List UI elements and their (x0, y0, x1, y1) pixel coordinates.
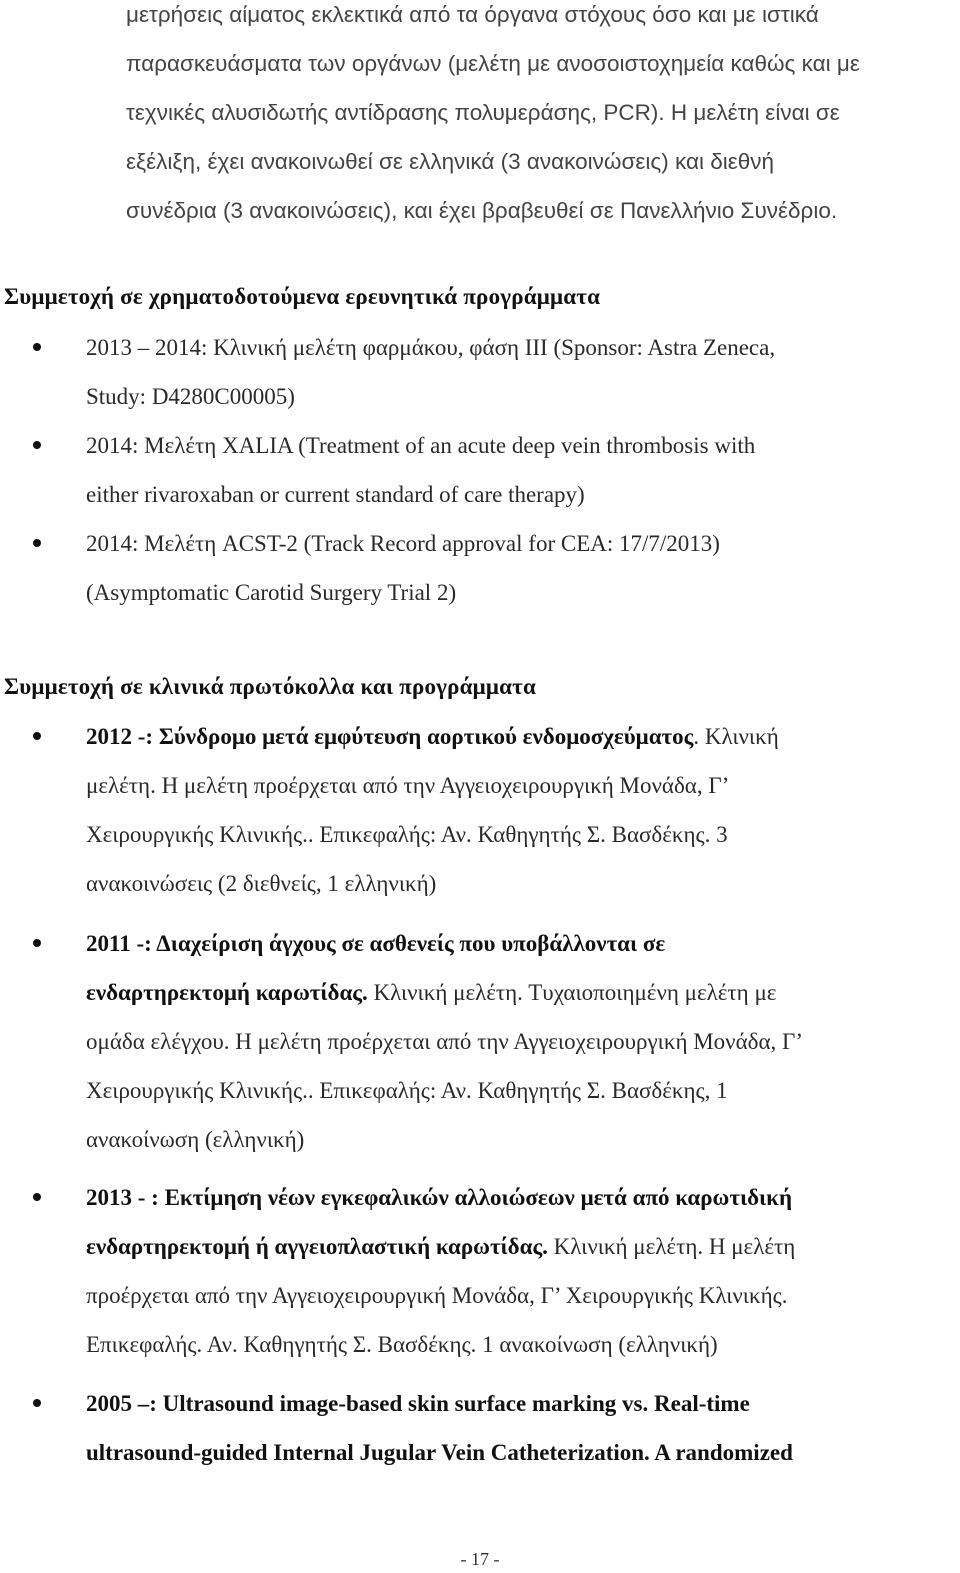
text-line: τεχνικές αλυσιδωτής αντίδρασης πολυμεράσης, PCR). Η μελέτη είναι σε (126, 100, 840, 125)
bullet-icon (33, 939, 41, 947)
text-line: either rivaroxaban or current standard of care therapy) (86, 482, 585, 507)
bullet-icon (33, 1399, 41, 1407)
bullet-icon (33, 441, 41, 449)
text-line: Χειρουργικής Κλινικής.. Επικεφαλής: Αν. Καθηγητής Σ. Βασδέκης, 1 (86, 1078, 728, 1103)
text-line (86, 978, 946, 1027)
item-title: 2012 -: Σύνδρομο μετά εμφύτευση αορτικού ενδομοσχεύματος (86, 724, 694, 749)
list-item (86, 431, 946, 529)
text-line: εξέλιξη, έχει ανακοινωθεί σε ελληνικά (3 ανακοινώσεις) και διεθνή (126, 149, 775, 174)
item-text: Κλινική μελέτη. Τυχαιοποιημένη μελέτη με (367, 980, 777, 1005)
text-line: Επικεφαλής. Αν. Καθηγητής Σ. Βασδέκης. 1 ανακοίνωση (ελληνική) (86, 1332, 718, 1357)
section-heading: Συμμετοχή σε κλινικά πρωτόκολλα και προγράμματα (4, 674, 537, 699)
list-item (86, 529, 946, 627)
text-line: 2014: Μελέτη XALIA (Treatment of an acute deep vein thrombosis with (86, 433, 756, 458)
bullet-icon (33, 1193, 41, 1201)
text-line (86, 1438, 946, 1487)
text-line: 2013 – 2014: Κλινική μελέτη φαρμάκου, φάση III (Sponsor: Astra Zeneca, (86, 335, 776, 360)
list-item (86, 929, 946, 1174)
list-item (86, 722, 946, 918)
item-title: 2011 -: Διαχείριση άγχους σε ασθενείς που υποβάλλονται σε (86, 931, 666, 956)
bullet-icon (33, 732, 41, 740)
text-line: συνέδρια (3 ανακοινώσεις), και έχει βραβευθεί σε Πανελλήνιο Συνέδριο. (126, 198, 838, 223)
text-line: (Asymptomatic Carotid Surgery Trial 2) (86, 580, 457, 605)
item-text: . Κλινική (693, 724, 779, 749)
text-line: Χειρουργικής Κλινικής.. Επικεφαλής: Αν. Καθηγητής Σ. Βασδέκης. 3 (86, 822, 728, 847)
bullet-icon (33, 539, 41, 547)
text-line: ομάδα ελέγχου. Η μελέτη προέρχεται από την Αγγειοχειρουργική Μονάδα, Γ’ (86, 1029, 803, 1054)
intro-paragraph (126, 0, 946, 245)
text-line: προέρχεται από την Αγγειοχειρουργική Μονάδα, Γ’ Χειρουργικής Κλινικής. (86, 1283, 788, 1308)
item-title: 2013 - : Εκτίμηση νέων εγκεφαλικών αλλοιώσεων μετά από καρωτιδική (86, 1185, 793, 1210)
text-line: ανακοίνωση (ελληνική) (86, 1127, 305, 1152)
item-title: ultrasound-guided Internal Jugular Vein Catheterization. A randomized (86, 1440, 793, 1465)
list-item (86, 333, 946, 431)
section-heading: Συμμετοχή σε χρηματοδοτούμενα ερευνητικά προγράμματα (4, 284, 601, 309)
item-title: ενδαρτηρεκτομή καρωτίδας. (86, 980, 368, 1005)
text-line: ανακοινώσεις (2 διεθνείς, 1 ελληνική) (86, 871, 437, 896)
page-number: - 17 - (460, 1549, 500, 1569)
text-line (86, 929, 946, 978)
bullet-icon (33, 343, 41, 351)
item-title: 2005 –: Ultrasound image-based skin surface marking vs. Real-time (86, 1391, 750, 1416)
text-line (86, 722, 946, 771)
text-line: παρασκευάσματα των οργάνων (μελέτη με ανοσοιστοχημεία καθώς και με (126, 51, 860, 76)
item-text: Κλινική μελέτη. Η μελέτη (547, 1234, 796, 1259)
text-line: 2014: Μελέτη ACST-2 (Track Record approval for CEA: 17/7/2013) (86, 531, 720, 556)
text-line (86, 1183, 946, 1232)
text-line: μελέτη. Η μελέτη προέρχεται από την Αγγειοχειρουργική Μονάδα, Γ’ (86, 773, 730, 798)
text-line: μετρήσεις αίματος εκλεκτικά από τα όργανα στόχους όσο και με ιστικά (126, 2, 819, 27)
list-item (86, 1183, 946, 1379)
text-line (86, 1232, 946, 1281)
list-item (86, 1389, 946, 1487)
text-line: Study: D4280C00005) (86, 384, 295, 409)
item-title: ενδαρτηρεκτομή ή αγγειοπλαστική καρωτίδας. (86, 1234, 548, 1259)
text-line (86, 1389, 946, 1438)
